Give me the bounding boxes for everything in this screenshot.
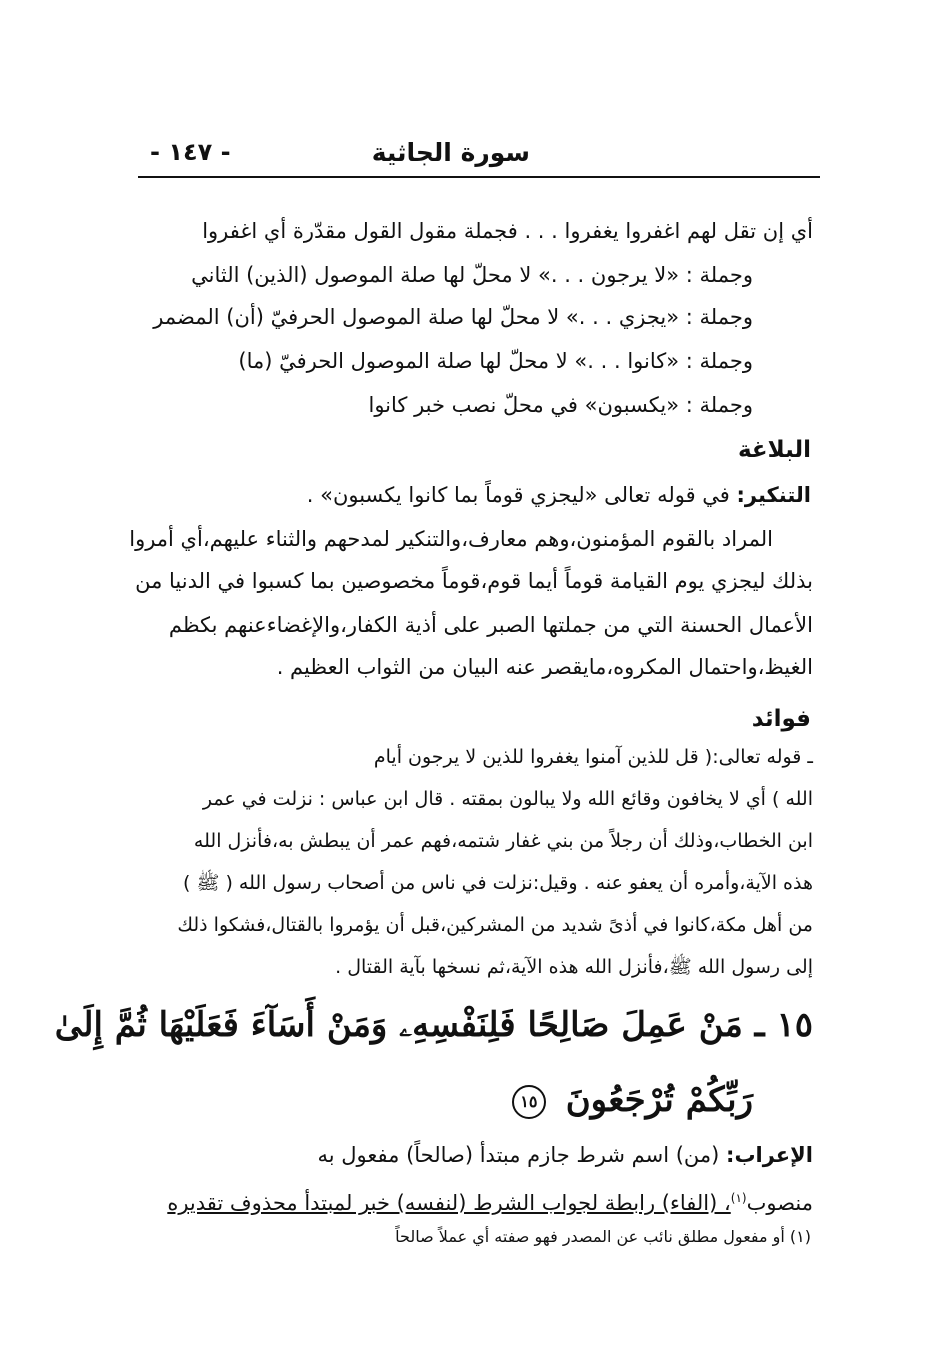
balagha-line: الغيظ،واحتمال المكروه،مايقصر عنه البيان من الثواب العظيم . [276, 655, 813, 679]
irab-line: وجملة : «كانوا . . .» لا محلّ لها صلة الموصول الحرفيّ (ما) [238, 349, 753, 373]
ayah-number-icon: ١٥ [512, 1085, 546, 1119]
irab-line: أي إن تقل لهم اغفروا يغفروا . . . فجملة مقول القول مقدّرة أي اغفروا [202, 219, 813, 243]
balagha-line: المراد بالقوم المؤمنون،وهم معارف،والتنكير لمدحهم والثناء عليهم،أي أمروا [129, 527, 773, 551]
irab2-line-1 [318, 1140, 813, 1170]
surah-title: سورة الجاثية [371, 138, 530, 167]
fawaid-line: ابن الخطاب،وذلك أن رجلاً من بني غفار شتمه،فهم عمر أن يبطش به،فأنزل الله [193, 830, 813, 852]
irab2-line-2 [167, 1183, 813, 1218]
tankir-label: التنكير: [736, 483, 811, 507]
irab2-rest: ، (الفاء) رابطة لجواب الشرط (لنفسه) خبر لمبتدأ محذوف تقديره [167, 1191, 731, 1215]
irab2-text: (من) اسم شرط جازم مبتدأ (صالحاً) مفعول به [317, 1143, 720, 1167]
quran-verse-text: رَبِّكُمْ تُرْجَعُونَ [565, 1080, 753, 1120]
tankir-line [307, 480, 811, 510]
tankir-text: في قوله تعالى «ليجزي قوماً بما كانوا يكسبون» . [306, 483, 730, 507]
fawaid-line: هذه الآية،وأمره أن يعفو عنه . وقيل:نزلت في ناس من أصحاب رسول الله ( ﷺ ) [183, 872, 813, 894]
fawaid-line: إلى رسول الله ﷺ،فأنزل الله هذه الآية،ثم نسخها بآية القتال . [335, 956, 813, 978]
balagha-heading: البلاغة [737, 437, 811, 463]
fawaid-line: ـ قوله تعالى:( قل للذين آمنوا يغفروا للذين لا يرجون أيام [373, 746, 813, 768]
quran-verse-line-1: ١٥ ـ مَنْ عَمِلَ صَالِحًا فَلِنَفْسِهِۦ وَمَنْ أَسَآءَ فَعَلَيْهَا ثُمَّ إِلَىٰ [54, 1005, 813, 1045]
balagha-line: بذلك ليجزي يوم القيامة قوماً أيما قوم،قوماً مخصوصين بما كسبوا في الدنيا من [135, 569, 813, 593]
page-number: - ١٤٧ - [150, 138, 231, 166]
irab-line: وجملة : «لا يرجون . . .» لا محلّ لها صلة الموصول (الذين) الثاني [191, 263, 753, 287]
irab-line: وجملة : «يكسبون» في محلّ نصب خبر كانوا [368, 393, 753, 417]
irab-line: وجملة : «يجزي . . .» لا محلّ لها صلة الموصول الحرفيّ (أن) المضمر [153, 305, 753, 329]
fawaid-heading: فوائد [751, 706, 811, 732]
quran-verse-line-2 [512, 1080, 753, 1120]
page-header [138, 128, 820, 178]
fawaid-line: من أهل مكة،كانوا في أذىً شديد من المشركين،قبل أن يؤمروا بالقتال،فشكوا ذلك [177, 914, 813, 936]
fawaid-line: الله ) أي لا يخافون وقائع الله ولا يبالون بمقته . قال ابن عباس : نزلت في عمر [202, 788, 813, 810]
balagha-line: الأعمال الحسنة التي من جملتها الصبر على أذية الكفار،والإغضاءعنهم بكظم [168, 613, 813, 637]
irab2-prefix: منصوب [746, 1191, 813, 1215]
footnote-ref: (١) [730, 1191, 747, 1205]
irab2-label: الإعراب: [726, 1143, 813, 1167]
footnote: (١) أو مفعول مطلق نائب عن المصدر فهو صفته أي عملاً صالحاً [395, 1227, 811, 1246]
